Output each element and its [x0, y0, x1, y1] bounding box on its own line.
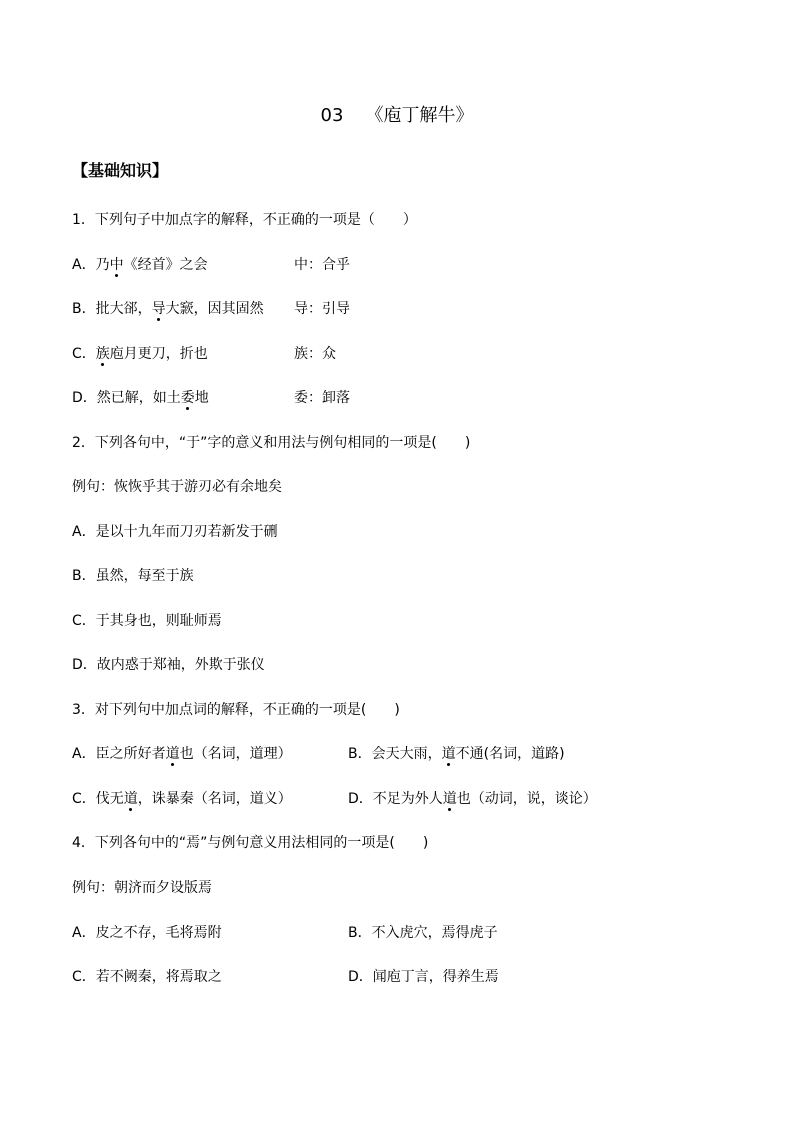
- option-label: D．: [348, 791, 373, 807]
- question-2-option-d: [72, 655, 265, 675]
- question-1-gloss-a: 中：合乎: [294, 257, 350, 273]
- option-label: B．: [72, 568, 96, 584]
- dotted-character: 道: [442, 791, 457, 807]
- option-label: B．: [348, 925, 372, 941]
- question-3-stem: 3．对下列句中加点词的解释，不正确的一项是( ): [72, 702, 400, 718]
- option-label: D．: [72, 657, 97, 673]
- option-text: 臣之所好者: [95, 746, 166, 762]
- option-label: C．: [72, 613, 96, 629]
- option-label: B．: [72, 301, 96, 317]
- option-label: A．: [72, 524, 96, 540]
- option-text: 伐无: [95, 791, 124, 807]
- option-text: 不入虎穴，焉得虎子: [371, 925, 498, 941]
- dotted-character: 道: [123, 791, 138, 807]
- dotted-character: 道: [441, 746, 456, 762]
- question-2-option-c: [72, 611, 222, 631]
- option-label: A．: [72, 257, 96, 273]
- option-text: 会天大雨，: [371, 746, 442, 762]
- option-text: 庖月更刀，折也: [109, 346, 208, 362]
- option-text: 不通(名词，道路): [455, 746, 565, 762]
- lesson-title: 《庖丁解牛》: [365, 105, 474, 126]
- question-3-option-d: [348, 789, 597, 809]
- question-4-option-d: [348, 967, 499, 987]
- option-text: 若不阙秦，将焉取之: [95, 969, 222, 985]
- option-text: 批大郤，: [95, 301, 152, 317]
- dotted-character: 中: [109, 257, 124, 273]
- lesson-number: 03: [320, 105, 344, 126]
- option-text: 大窾，因其固然: [165, 301, 264, 317]
- option-label: C．: [72, 346, 96, 362]
- question-1-gloss-b: 导：引导: [294, 301, 350, 317]
- question-2-option-b: [72, 566, 194, 586]
- dotted-character: 族: [95, 346, 110, 362]
- dotted-character: 道: [165, 746, 180, 762]
- question-1-option-a: [72, 255, 208, 275]
- question-1-gloss-d: 委：卸落: [294, 390, 350, 406]
- dotted-character: 委: [180, 390, 195, 406]
- question-4-option-a: [72, 923, 222, 943]
- question-3-option-c: [72, 789, 292, 809]
- question-1-stem: 1．下列句子中加点字的解释，不正确的一项是（ ）: [72, 212, 417, 228]
- option-label: D．: [72, 390, 97, 406]
- option-text: 然已解，如土: [96, 390, 181, 406]
- option-text: 于其身也，则耻师焉: [95, 613, 222, 629]
- option-text: 也（动词，说，谈论）: [456, 791, 597, 807]
- question-4-option-b: [348, 923, 498, 943]
- option-text: 是以十九年而刀刃若新发于硎: [95, 524, 278, 540]
- option-label: A．: [72, 746, 96, 762]
- question-1-gloss-c: 族：众: [294, 346, 336, 362]
- section-heading: 【基础知识】: [72, 161, 169, 180]
- question-1-option-c: [72, 344, 208, 364]
- option-label: B．: [348, 746, 372, 762]
- question-1-option-d: [72, 388, 209, 408]
- option-text: 不足为外人: [372, 791, 443, 807]
- question-4-stem: 4．下列各句中的“焉”与例句意义用法相同的一项是( ): [72, 835, 429, 851]
- option-text: 故内惑于郑袖，外欺于张仪: [96, 657, 265, 673]
- option-text: 虽然，每至于族: [95, 568, 194, 584]
- document-title: [0, 104, 794, 128]
- option-text: 乃: [95, 257, 110, 273]
- option-label: C．: [72, 791, 96, 807]
- option-label: D．: [348, 969, 373, 985]
- question-4-option-c: [72, 967, 222, 987]
- option-text: 地: [194, 390, 209, 406]
- question-3-option-a: [72, 744, 292, 764]
- option-text: ，诛暴秦（名词，道义）: [137, 791, 292, 807]
- question-1-option-b: [72, 299, 264, 319]
- option-label: C．: [72, 969, 96, 985]
- option-text: 也（名词，道理）: [179, 746, 292, 762]
- option-text: 闻庖丁言，得养生焉: [372, 969, 499, 985]
- option-text: 皮之不存，毛将焉附: [95, 925, 222, 941]
- option-label: A．: [72, 925, 96, 941]
- question-3-option-b: [348, 744, 565, 764]
- question-2-stem: 2．下列各句中，“于”字的意义和用法与例句相同的一项是( ): [72, 435, 471, 451]
- dotted-character: 导: [151, 301, 166, 317]
- question-2-option-a: [72, 522, 278, 542]
- question-2-example: 例句：恢恢乎其于游刃必有余地矣: [72, 479, 282, 495]
- question-4-example: 例句：朝济而夕设版焉: [72, 880, 212, 896]
- option-text: 《经首》之会: [123, 257, 208, 273]
